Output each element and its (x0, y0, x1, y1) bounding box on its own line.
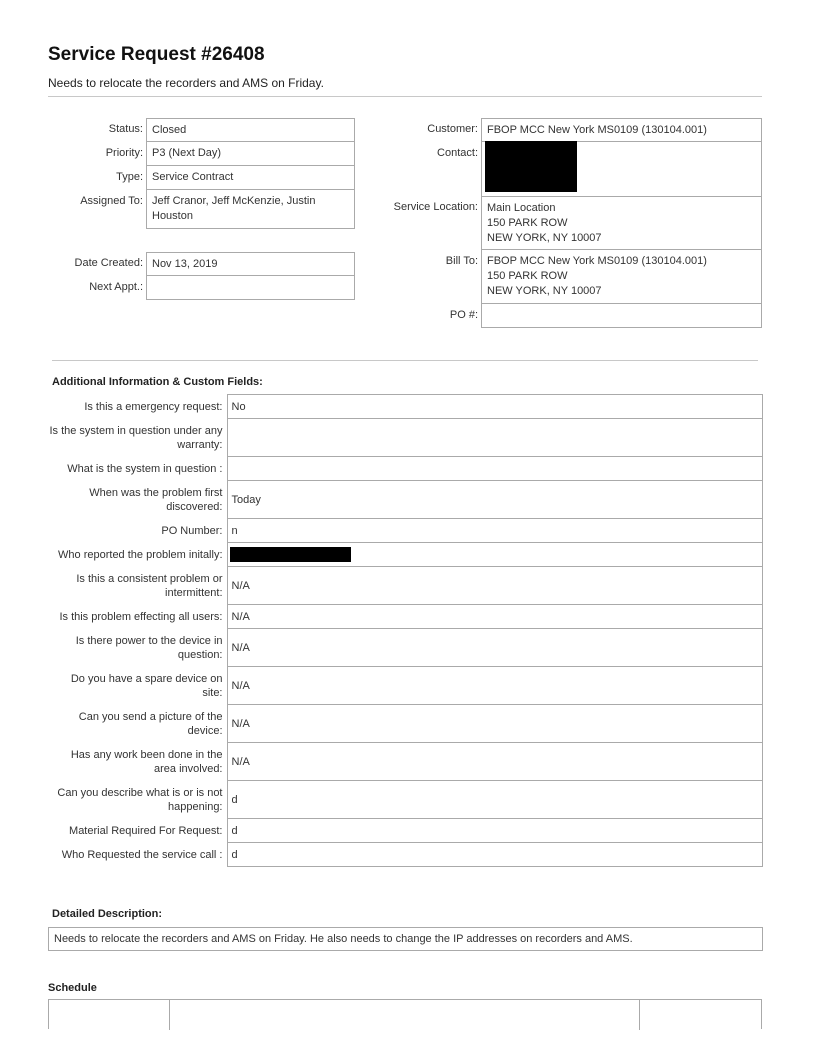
schedule-column-divider (639, 1000, 640, 1030)
next-appt-label: Next Appt.: (89, 281, 143, 293)
answer-cell: N/A (227, 629, 763, 667)
question-cell: Who reported the problem initally: (58, 548, 223, 561)
bill-to-name: FBOP MCC New York MS0109 (130104.001) (487, 255, 707, 267)
type-value: Service Contract (146, 166, 355, 190)
date-created-value: Nov 13, 2019 (146, 252, 355, 276)
answer-cell (227, 543, 763, 567)
service-location-value (481, 197, 762, 250)
customer-value: FBOP MCC New York MS0109 (130104.001) (481, 118, 762, 142)
answer-cell (227, 419, 763, 457)
question-cell: Can you describe what is or is not happening: (57, 786, 223, 813)
question-cell: Is this problem effecting all users: (59, 610, 223, 623)
answer-cell (227, 457, 763, 481)
service-location-label: Service Location: (393, 201, 478, 213)
page-subtitle: Needs to relocate the recorders and AMS on Friday. (48, 76, 324, 90)
question-cell: Is this a consistent problem or intermittent: (76, 572, 223, 599)
schedule-heading: Schedule (48, 982, 97, 994)
answer-cell: n (227, 519, 763, 543)
service-location-name: Main Location (487, 202, 556, 214)
status-value: Closed (146, 118, 355, 142)
bill-to-city: NEW YORK, NY 10007 (487, 285, 602, 297)
question-cell: Is there power to the device in question: (75, 634, 223, 661)
answer-cell: d (227, 843, 763, 867)
answer-cell: No (227, 395, 763, 419)
table-row (48, 743, 763, 781)
table-row (48, 519, 763, 543)
table-row (48, 395, 763, 419)
bill-to-value (481, 250, 762, 304)
question-cell: Material Required For Request: (69, 824, 223, 837)
description-box: Needs to relocate the recorders and AMS on Friday. He also needs to change the IP addresses on recorders and AMS. (48, 927, 763, 951)
table-row (48, 629, 763, 667)
priority-label: Priority: (105, 147, 143, 159)
table-row (48, 481, 763, 519)
answer-cell: d (227, 819, 763, 843)
question-cell: Is the system in question under any warranty: (49, 424, 223, 451)
question-cell: What is the system in question : (67, 462, 223, 475)
table-row (48, 781, 763, 819)
next-appt-value (146, 276, 355, 300)
table-row (48, 667, 763, 705)
priority-value: P3 (Next Day) (146, 142, 355, 166)
service-location-street: 150 PARK ROW (487, 217, 568, 229)
schedule-column-divider (169, 1000, 170, 1030)
po-value (481, 304, 762, 328)
reporter-redaction (230, 547, 351, 562)
contact-redaction (485, 141, 577, 192)
answer-cell: Today (227, 481, 763, 519)
date-created-label: Date Created: (74, 257, 143, 269)
question-cell: Is this a emergency request: (84, 400, 223, 413)
answer-cell: N/A (227, 705, 763, 743)
assigned-to-label: Assigned To: (80, 195, 143, 207)
table-row (48, 543, 763, 567)
schedule-table (48, 999, 762, 1029)
question-cell: Can you send a picture of the device: (78, 710, 223, 737)
answer-cell: d (227, 781, 763, 819)
table-row (48, 419, 763, 457)
answer-cell: N/A (227, 567, 763, 605)
question-cell: Who Requested the service call : (61, 848, 223, 861)
assigned-to-value: Jeff Cranor, Jeff McKenzie, Justin Houston (146, 190, 355, 229)
po-label: PO #: (449, 309, 478, 321)
table-row (48, 605, 763, 629)
question-cell: PO Number: (161, 524, 223, 537)
answer-cell: N/A (227, 605, 763, 629)
answer-cell: N/A (227, 667, 763, 705)
service-location-city: NEW YORK, NY 10007 (487, 232, 602, 244)
custom-fields-table (48, 394, 763, 867)
question-cell: Has any work been done in the area involved: (70, 748, 223, 775)
section-divider (52, 360, 758, 361)
bill-to-street: 150 PARK ROW (487, 270, 568, 282)
table-row (48, 843, 763, 867)
description-heading: Detailed Description: (52, 908, 163, 920)
table-row (48, 567, 763, 605)
custom-fields-heading: Additional Information & Custom Fields: (52, 376, 263, 388)
header-divider (48, 96, 762, 97)
page-title: Service Request #26408 (48, 44, 265, 65)
type-label: Type: (116, 171, 143, 183)
status-label: Status: (108, 123, 143, 135)
table-row (48, 819, 763, 843)
answer-cell: N/A (227, 743, 763, 781)
question-cell: Do you have a spare device on site: (70, 672, 223, 699)
contact-label: Contact: (437, 147, 478, 159)
customer-label: Customer: (427, 123, 478, 135)
bill-to-label: Bill To: (445, 255, 478, 267)
table-row (48, 705, 763, 743)
question-cell: When was the problem first discovered: (89, 486, 223, 513)
table-row (48, 457, 763, 481)
